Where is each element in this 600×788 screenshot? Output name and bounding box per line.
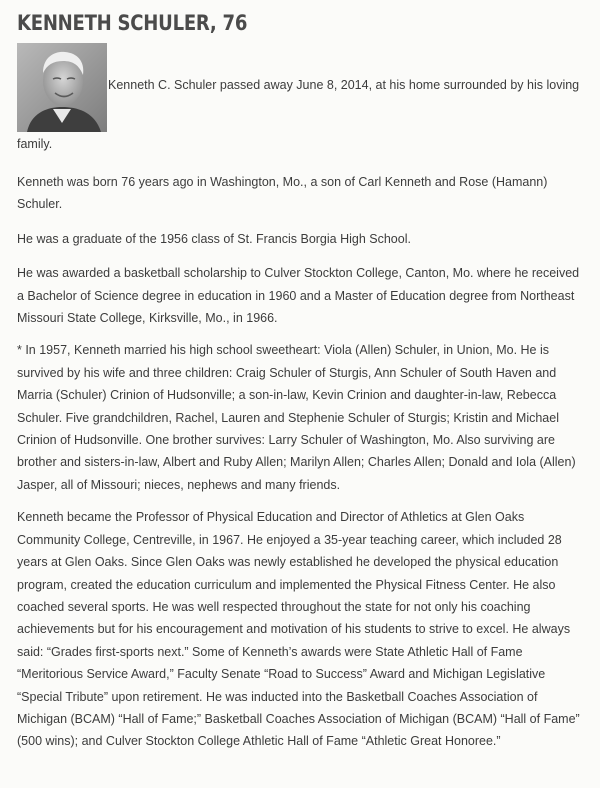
- paragraph-birth: Kenneth was born 76 years ago in Washington, Mo., a son of Carl Kenneth and Rose (Hamann) Schuler.: [17, 175, 548, 212]
- paragraph-family: * In 1957, Kenneth married his high school sweetheart: Viola (Allen) Schuler, in Union, Mo. He is survived by his wife and three children: Craig Schuler of Sturgis, Ann Schuler of South Haven and Marria (Schuler) Crinion of Hudsonville; a son-in-law, Kevin Crinion and daughter-in-law, Rebecca Schuler. Five grandchildren, Rachel, Lauren and Stephenie Schuler of Sturgis; Kristin and Michael Crinion of Hudsonville. One brother survives: Larry Schuler of Washington, Mo. Also surviving are brother and sisters-in-law, Albert and Ruby Allen; Marilyn Allen; Charles Allen; Donald and Iola (Allen) Jasper, all of Missouri; nieces, nephews and many friends.: [17, 343, 576, 492]
- paragraph-college: He was awarded a basketball scholarship to Culver Stockton College, Canton, Mo. where he received a Bachelor of Science degree in education in 1960 and a Master of Education degree from Northeast Missouri State College, Kirksville, Mo., in 1966.: [17, 266, 580, 326]
- intro-text-line1: Kenneth C. Schuler passed away June 8, 2014, at his home surrounded by his loving: [108, 78, 580, 92]
- portrait-image: [17, 43, 107, 132]
- paragraph-high-school: He was a graduate of the 1956 class of St. Francis Borgia High School.: [17, 231, 411, 246]
- intro-text-line2: family.: [17, 137, 53, 151]
- obituary-title: KENNETH SCHULER, 76: [17, 11, 248, 35]
- obituary-body: [17, 171, 589, 763]
- paragraph-career: Kenneth became the Professor of Physical Education and Director of Athletics at Glen Oaks Community College, Centreville, in 1967. He enjoyed a 35-year teaching career, which included 28 years at Glen Oaks. Since Glen Oaks was newly established he developed the physical education program, created the education curriculum and implemented the Physical Fitness Center. He also coached several sports. He was well respected throughout the state for not only his coaching achievements but for his encouragement and motivation of his students to strive to excel. He always said: “Grades first-sports next.” Some of Kenneth’s awards were State Athletic Hall of Fame “Meritorious Service Award,” Faculty Senate “Road to Success” Award and Michigan Legislative “Special Tribute” upon retirement. He was inducted into the Basketball Coaches Association of Michigan (BCAM) “Hall of Fame;” Basketball Coaches Association of Michigan (BCAM) “Hall of Fame” (500 wins); and Culver Stockton College Athletic Hall of Fame “Athletic Great Honoree.”: [17, 510, 580, 749]
- portrait-photo: [17, 43, 107, 132]
